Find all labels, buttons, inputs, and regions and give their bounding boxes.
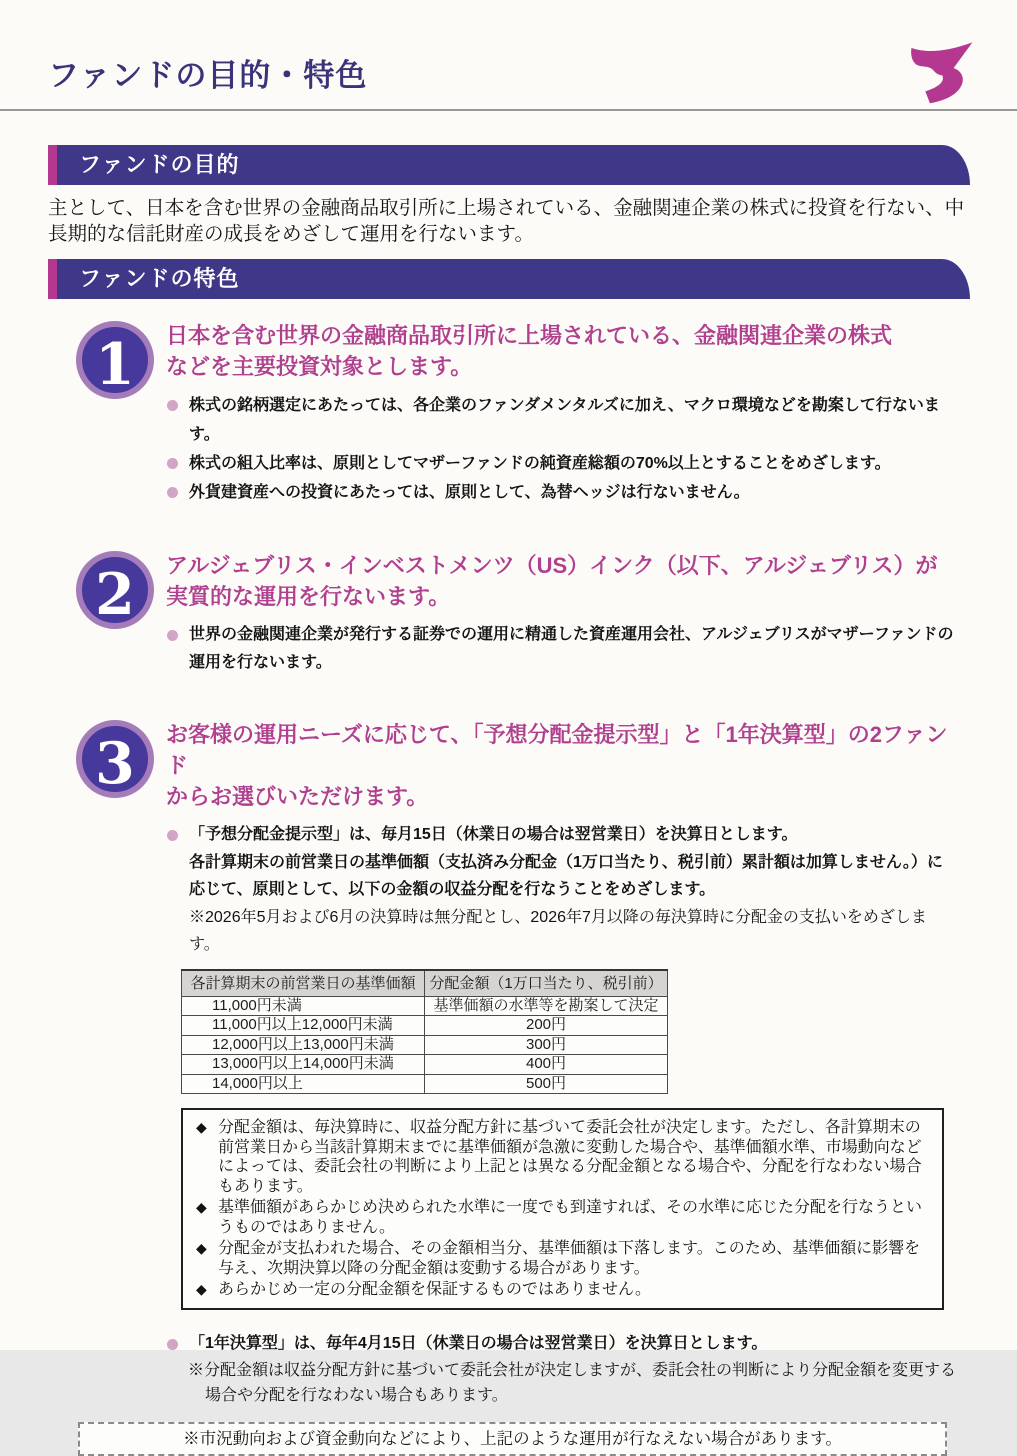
bullet-item: [166, 904, 956, 959]
footer-disclaimer-text: ※市況動向および資金動向などにより、上記のような運用が行なえない場合があります。: [183, 1429, 842, 1448]
table-cell-price-range: 11,000円以上12,000円未満: [182, 1016, 425, 1036]
header-divider: [0, 109, 1017, 111]
table-header-base-price: 各計算期末の前営業日の基準価額: [182, 970, 425, 997]
table-row: [182, 1055, 668, 1075]
feature-1-heading-line1: 日本を含む世界の金融商品取引所に上場されている、金融関連企業の株式: [166, 323, 893, 348]
feature-1-heading-line2: などを主要投資対象とします。: [166, 354, 473, 379]
bullet-text: 各計算期末の前営業日の基準価額（支払済み分配金（1万口当たり、税引前）累計額は加算しません。）に応じて、原則として、以下の金額の収益分配を行なうことをめざします。: [189, 853, 943, 898]
note-text: あらかじめ一定の分配金額を保証するものではありません。: [218, 1281, 651, 1298]
distribution-table-header-row: [182, 970, 668, 997]
note-text: 分配金が支払われた場合、その金額相当分、基準価額は下落します。このため、基準価額に影響を与え、次期決算以降の分配金額は変動する場合があります。: [218, 1240, 921, 1277]
feature-2-bullet-list: [166, 621, 956, 676]
purpose-banner: [48, 145, 970, 185]
table-cell-amount: 300円: [425, 1035, 668, 1055]
feature-3-bullet-list-top: [166, 821, 956, 959]
bullet-dot-icon: [167, 630, 178, 641]
bullet-item: [166, 1330, 956, 1358]
feature-2-heading-line1: アルジェブリス・インベストメンツ（US）インク（以下、アルジェブリス）が: [166, 553, 938, 578]
bullet-item: [166, 1358, 956, 1408]
table-row: [182, 1074, 668, 1094]
bullet-item: [166, 391, 956, 449]
note-item: [196, 1239, 932, 1278]
bullet-text: 世界の金融関連企業が発行する証券での運用に精通した資産運用会社、アルジェブリスがマザーファンドの運用を行ないます。: [189, 626, 954, 671]
feature-2-heading: [166, 550, 956, 612]
table-cell-price-range: 13,000円以上14,000円未満: [182, 1055, 425, 1075]
table-row: [182, 996, 668, 1016]
distribution-table: [181, 969, 668, 1095]
diamond-icon: ◆: [196, 1281, 207, 1297]
bullet-item: [166, 821, 956, 849]
section-fund-purpose: [0, 145, 1017, 247]
feature-3: [48, 718, 1017, 1408]
note-item: [196, 1118, 932, 1196]
bullet-text: 株式の銘柄選定にあたっては、各企業のファンダメンタルズに加え、マクロ環境などを勘案して行ないます。: [189, 397, 940, 443]
bullet-item: [166, 849, 956, 904]
note-item: [196, 1198, 932, 1237]
bullet-dot-icon: [167, 458, 178, 469]
bullet-item: [166, 478, 956, 507]
distribution-table-body: [182, 996, 668, 1094]
brand-logo-icon: [905, 38, 977, 104]
feature-3-number-badge: 3: [76, 720, 154, 798]
feature-1-number-badge: 1: [76, 321, 154, 399]
table-cell-price-range: 12,000円以上13,000円未満: [182, 1035, 425, 1055]
page-header: [0, 0, 1017, 111]
bullet-text: ※2026年5月および6月の決算時は無分配とし、2026年7月以降の毎決算時に分配金の支払いをめざします。: [189, 908, 927, 953]
feature-3-bullet-list-bottom: [166, 1330, 956, 1408]
features-banner: [48, 259, 970, 299]
feature-1-bullet-list: [166, 391, 956, 507]
bullet-dot-icon: [167, 487, 178, 498]
section-fund-features: [0, 259, 1017, 1408]
bullet-item: [166, 621, 956, 676]
feature-1: [48, 319, 1017, 507]
feature-3-heading-line2: からお選びいただけます。: [166, 784, 429, 809]
bullet-text: 外貨建資産への投資にあたっては、原則として、為替ヘッジは行ないません。: [189, 484, 750, 501]
feature-2-heading-line2: 実質的な運用を行ないます。: [166, 584, 451, 609]
note-item: [196, 1280, 932, 1300]
feature-3-heading: [166, 719, 956, 812]
note-text: 基準価額があらかじめ決められた水準に一度でも到達すれば、その水準に応じた分配を行なうというものではありません。: [218, 1199, 923, 1236]
feature-3-heading-line1: お客様の運用ニーズに応じて、「予想分配金提示型」と「1年決算型」の2ファンド: [166, 722, 948, 778]
table-header-distribution-amount: 分配金額（1万口当たり、税引前）: [425, 970, 668, 997]
table-cell-amount: 500円: [425, 1074, 668, 1094]
bullet-item: [166, 449, 956, 478]
bullet-text: 「1年決算型」は、毎年4月15日（休業日の場合は翌営業日）を決算日とします。: [189, 1334, 768, 1352]
diamond-icon: ◆: [196, 1199, 207, 1215]
bullet-text: 株式の組入比率は、原則としてマザーファンドの純資産総額の70%以上とすることをめざします。: [189, 455, 891, 472]
purpose-body-text: 主として、日本を含む世界の金融商品取引所に上場されている、金融関連企業の株式に投資を行ない、中長期的な信託財産の成長をめざして運用を行ないます。: [48, 197, 965, 245]
table-cell-amount: 400円: [425, 1055, 668, 1075]
distribution-notes-list: [196, 1118, 932, 1300]
feature-2: [48, 549, 1017, 676]
purpose-banner-label: ファンドの目的: [79, 152, 240, 177]
table-cell-amount: 基準価額の水準等を勘案して決定: [425, 996, 668, 1016]
feature-2-number-badge: 2: [76, 551, 154, 629]
bullet-dot-icon: [167, 830, 178, 841]
bullet-text: 「予想分配金提示型」は、毎月15日（休業日の場合は翌営業日）を決算日とします。: [189, 826, 798, 843]
distribution-notes-box: [181, 1108, 944, 1310]
table-row: [182, 1016, 668, 1036]
table-cell-amount: 200円: [425, 1016, 668, 1036]
footer-disclaimer-box: [78, 1422, 947, 1456]
note-text: 分配金額は、毎決算時に、収益分配方針に基づいて委託会社が決定します。ただし、各計算期末の前営業日から当該計算期末までに基準価額が急激に変動した場合や、基準価額水準、市場動向などによっては、委託会社の判断により上記とは異なる分配金額となる場合や、分配を行なわない場合もあります。: [218, 1119, 922, 1195]
table-cell-price-range: 14,000円以上: [182, 1074, 425, 1094]
diamond-icon: ◆: [196, 1119, 207, 1135]
bullet-text: ※分配金額は収益分配方針に基づいて委託会社が決定しますが、委託会社の判断により分配金額を変更する場合や分配を行なわない場合もあります。: [188, 1361, 957, 1404]
page-title: ファンドの目的・特色: [48, 58, 368, 93]
bullet-dot-icon: [167, 400, 178, 411]
bullet-dot-icon: [167, 1339, 178, 1350]
feature-1-heading: [166, 320, 956, 382]
diamond-icon: ◆: [196, 1240, 207, 1256]
features-banner-label: ファンドの特色: [79, 266, 240, 291]
table-cell-price-range: 11,000円未満: [182, 996, 425, 1016]
table-row: [182, 1035, 668, 1055]
